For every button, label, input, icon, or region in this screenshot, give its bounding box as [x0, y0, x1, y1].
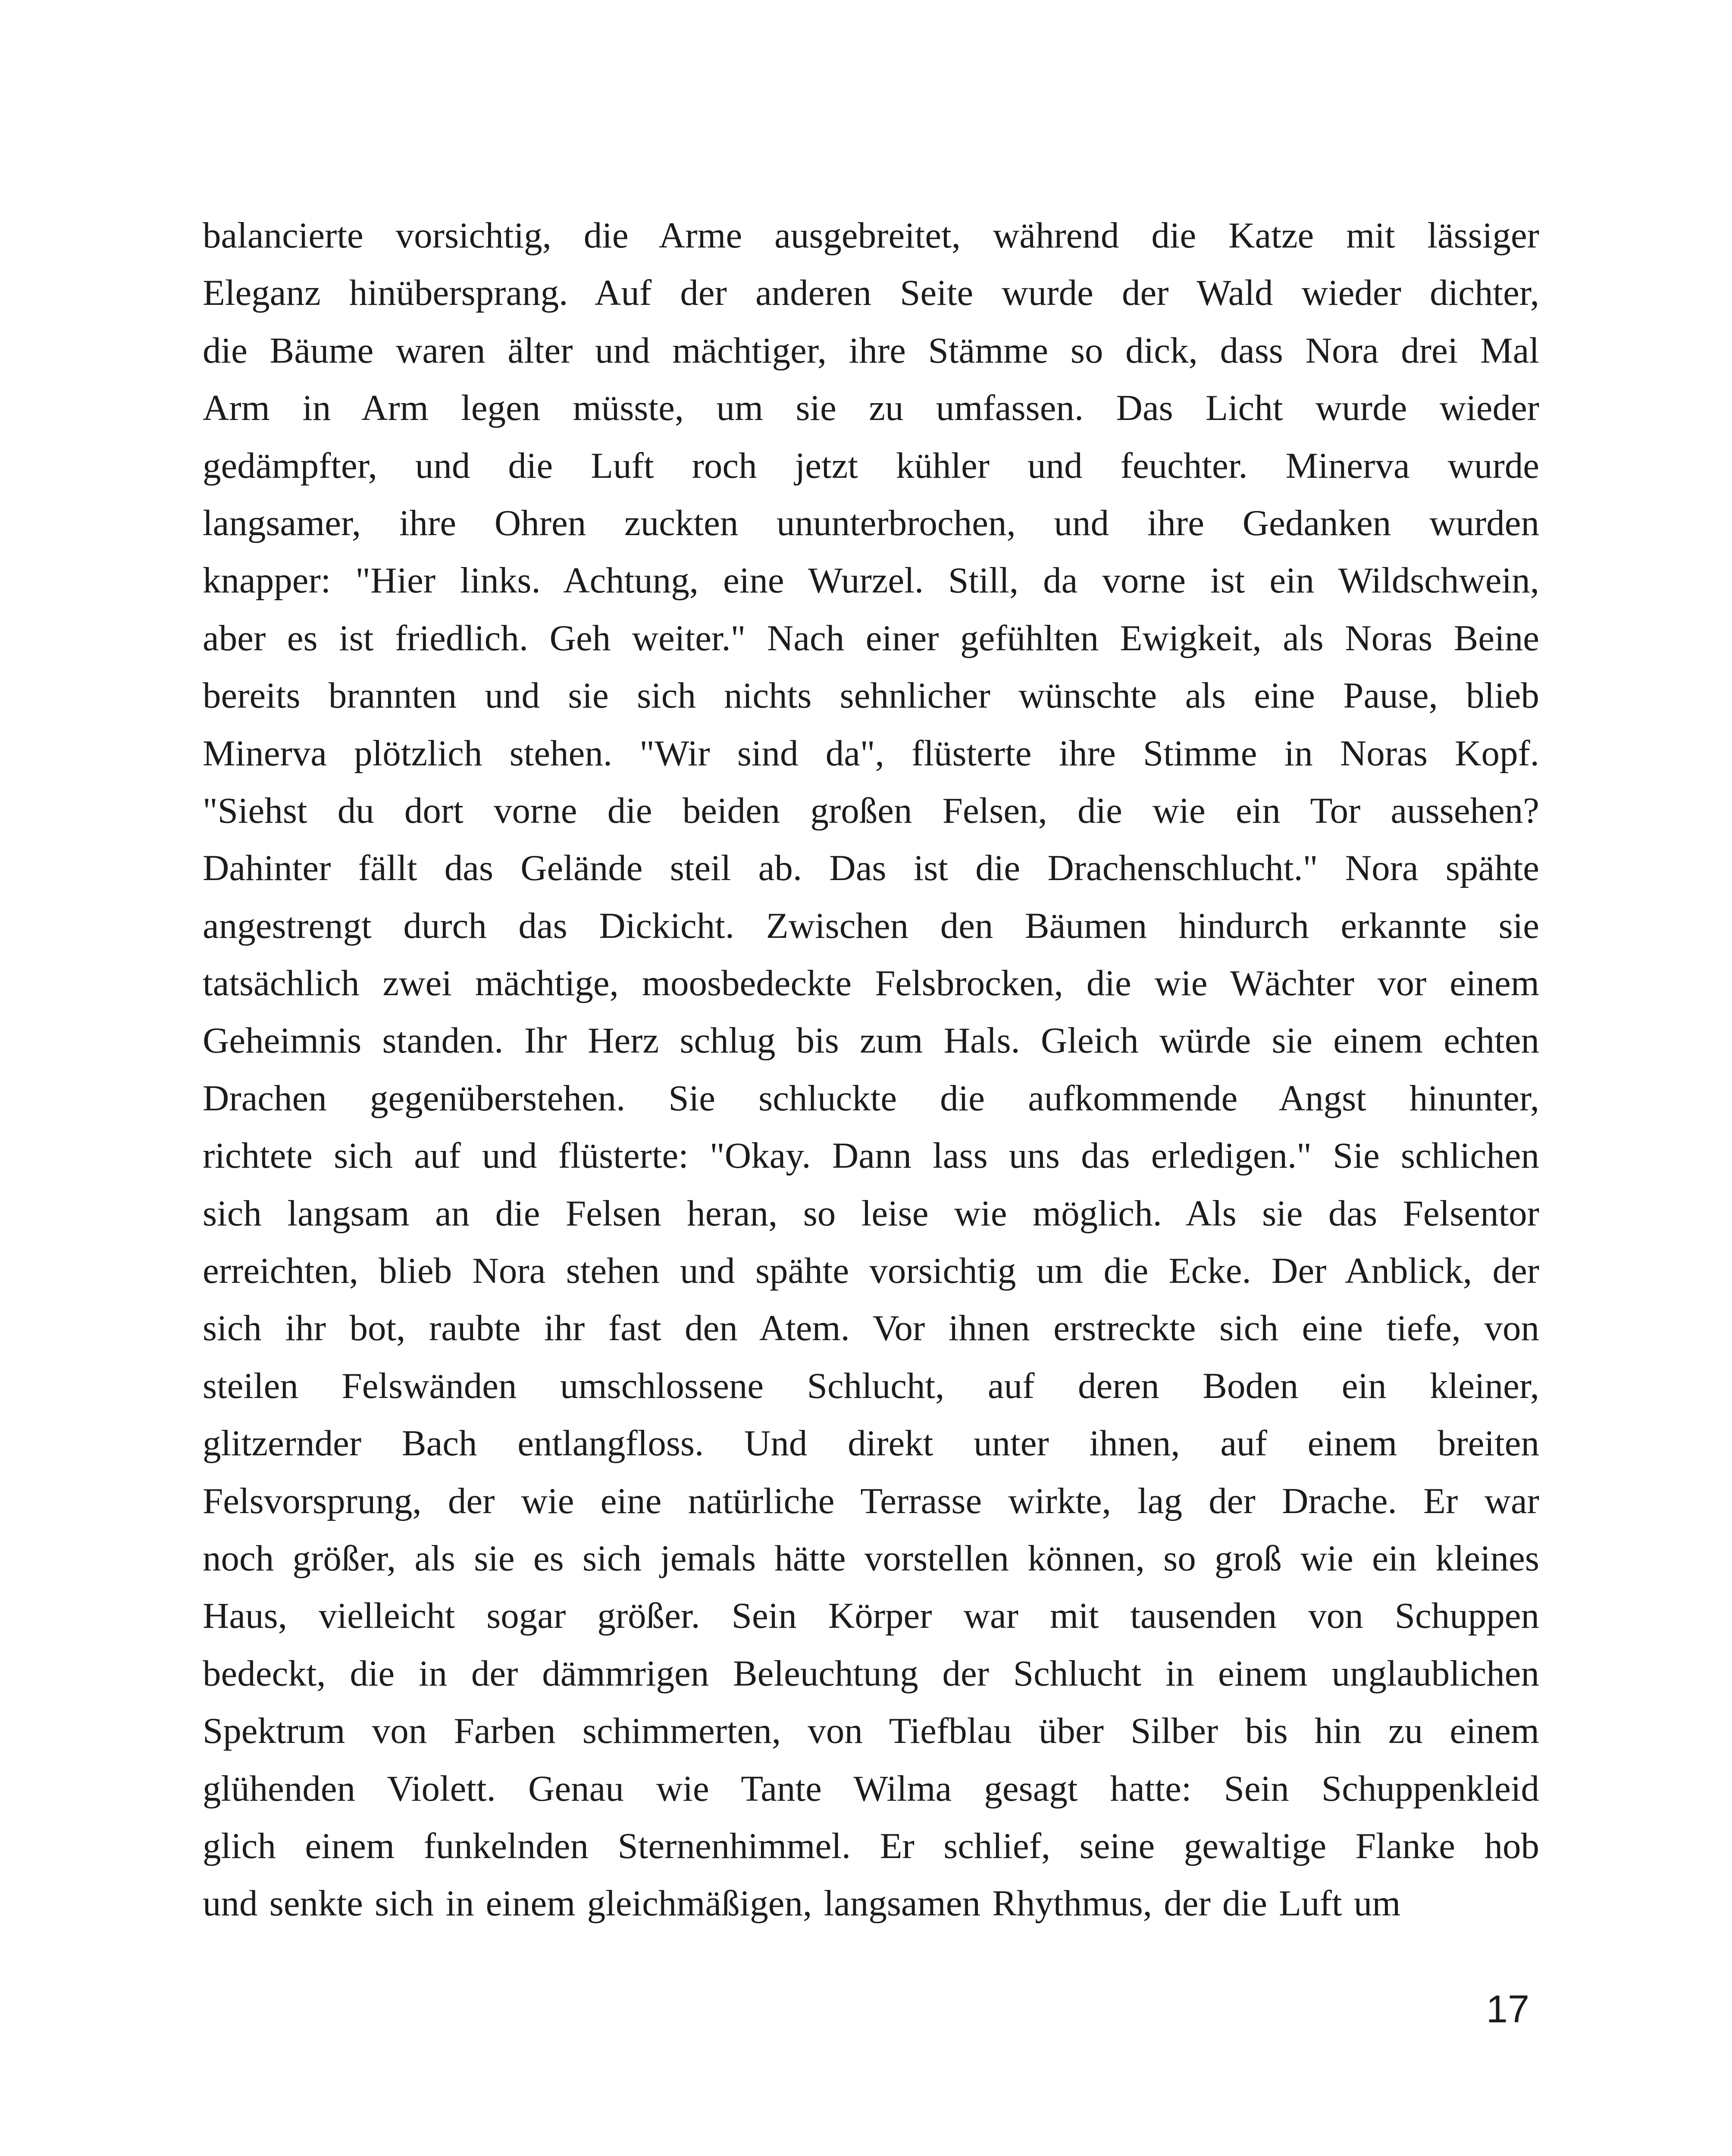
- text-line: aber es ist friedlich. Geh weiter." Nach einer gefühlten Ewigkeit, als Noras Beine: [203, 617, 1539, 658]
- text-line: tatsächlich zwei mächtige, moosbedeckte Felsbrocken, die wie Wächter vor einem: [203, 963, 1539, 1004]
- text-line: Haus, vielleicht sogar größer. Sein Körper war mit tausenden von Schuppen: [203, 1595, 1539, 1636]
- text-line: angestrengt durch das Dickicht. Zwischen den Bäumen hindurch erkannte sie: [203, 905, 1539, 946]
- text-line: sich ihr bot, raubte ihr fast den Atem. Vor ihnen erstreckte sich eine tiefe, von: [203, 1308, 1539, 1349]
- text-line: glitzernder Bach entlangfloss. Und direkt unter ihnen, auf einem breiten: [203, 1423, 1539, 1464]
- text-line: langsamer, ihre Ohren zuckten ununterbrochen, und ihre Gedanken wurden: [203, 502, 1539, 543]
- text-line: balancierte vorsichtig, die Arme ausgebreitet, während die Katze mit lässiger: [203, 215, 1539, 256]
- text-line: noch größer, als sie es sich jemals hätte vorstellen können, so groß wie ein kleines: [203, 1538, 1539, 1579]
- text-line: Minerva plötzlich stehen. "Wir sind da", flüsterte ihre Stimme in Noras Kopf.: [203, 733, 1539, 774]
- text-line: bereits brannten und sie sich nichts sehnlicher wünschte als eine Pause, blieb: [203, 675, 1539, 716]
- text-line: Drachen gegenüberstehen. Sie schluckte die aufkommende Angst hinunter,: [203, 1078, 1539, 1119]
- text-line: "Siehst du dort vorne die beiden großen Felsen, die wie ein Tor aussehen?: [203, 790, 1539, 831]
- text-line: gedämpfter, und die Luft roch jetzt kühler und feuchter. Minerva wurde: [203, 445, 1539, 486]
- text-line: Eleganz hinübersprang. Auf der anderen Seite wurde der Wald wieder dichter,: [203, 273, 1539, 313]
- text-line: erreichten, blieb Nora stehen und spähte vorsichtig um die Ecke. Der Anblick, der: [203, 1250, 1539, 1291]
- text-line: die Bäume waren älter und mächtiger, ihre Stämme so dick, dass Nora drei Mal: [203, 330, 1539, 371]
- body-paragraph: [203, 207, 1539, 1933]
- text-line: steilen Felswänden umschlossene Schlucht, auf deren Boden ein kleiner,: [203, 1365, 1539, 1406]
- text-line: glich einem funkelnden Sternenhimmel. Er schlief, seine gewaltige Flanke hob: [203, 1825, 1539, 1866]
- text-line: sich langsam an die Felsen heran, so leise wie möglich. Als sie das Felsentor: [203, 1193, 1539, 1234]
- text-line: Dahinter fällt das Gelände steil ab. Das ist die Drachenschlucht." Nora spähte: [203, 848, 1539, 889]
- text-line: Geheimnis standen. Ihr Herz schlug bis zum Hals. Gleich würde sie einem echten: [203, 1020, 1539, 1061]
- text-line: knapper: "Hier links. Achtung, eine Wurzel. Still, da vorne ist ein Wildschwein,: [203, 560, 1539, 601]
- text-line: Felsvorsprung, der wie eine natürliche Terrasse wirkte, lag der Drache. Er war: [203, 1480, 1539, 1521]
- text-line: und senkte sich in einem gleichmäßigen, langsamen Rhythmus, der die Luft um: [203, 1883, 1401, 1924]
- text-line: Spektrum von Farben schimmerten, von Tiefblau über Silber bis hin zu einem: [203, 1711, 1539, 1752]
- text-line: bedeckt, die in der dämmrigen Beleuchtung der Schlucht in einem unglaublichen: [203, 1653, 1539, 1694]
- text-line: glühenden Violett. Genau wie Tante Wilma gesagt hatte: Sein Schuppenkleid: [203, 1768, 1539, 1809]
- page-number: 17: [1486, 1988, 1529, 2031]
- text-line: Arm in Arm legen müsste, um sie zu umfassen. Das Licht wurde wieder: [203, 388, 1539, 429]
- text-line: richtete sich auf und flüsterte: "Okay. Dann lass uns das erledigen." Sie schlichen: [203, 1135, 1539, 1176]
